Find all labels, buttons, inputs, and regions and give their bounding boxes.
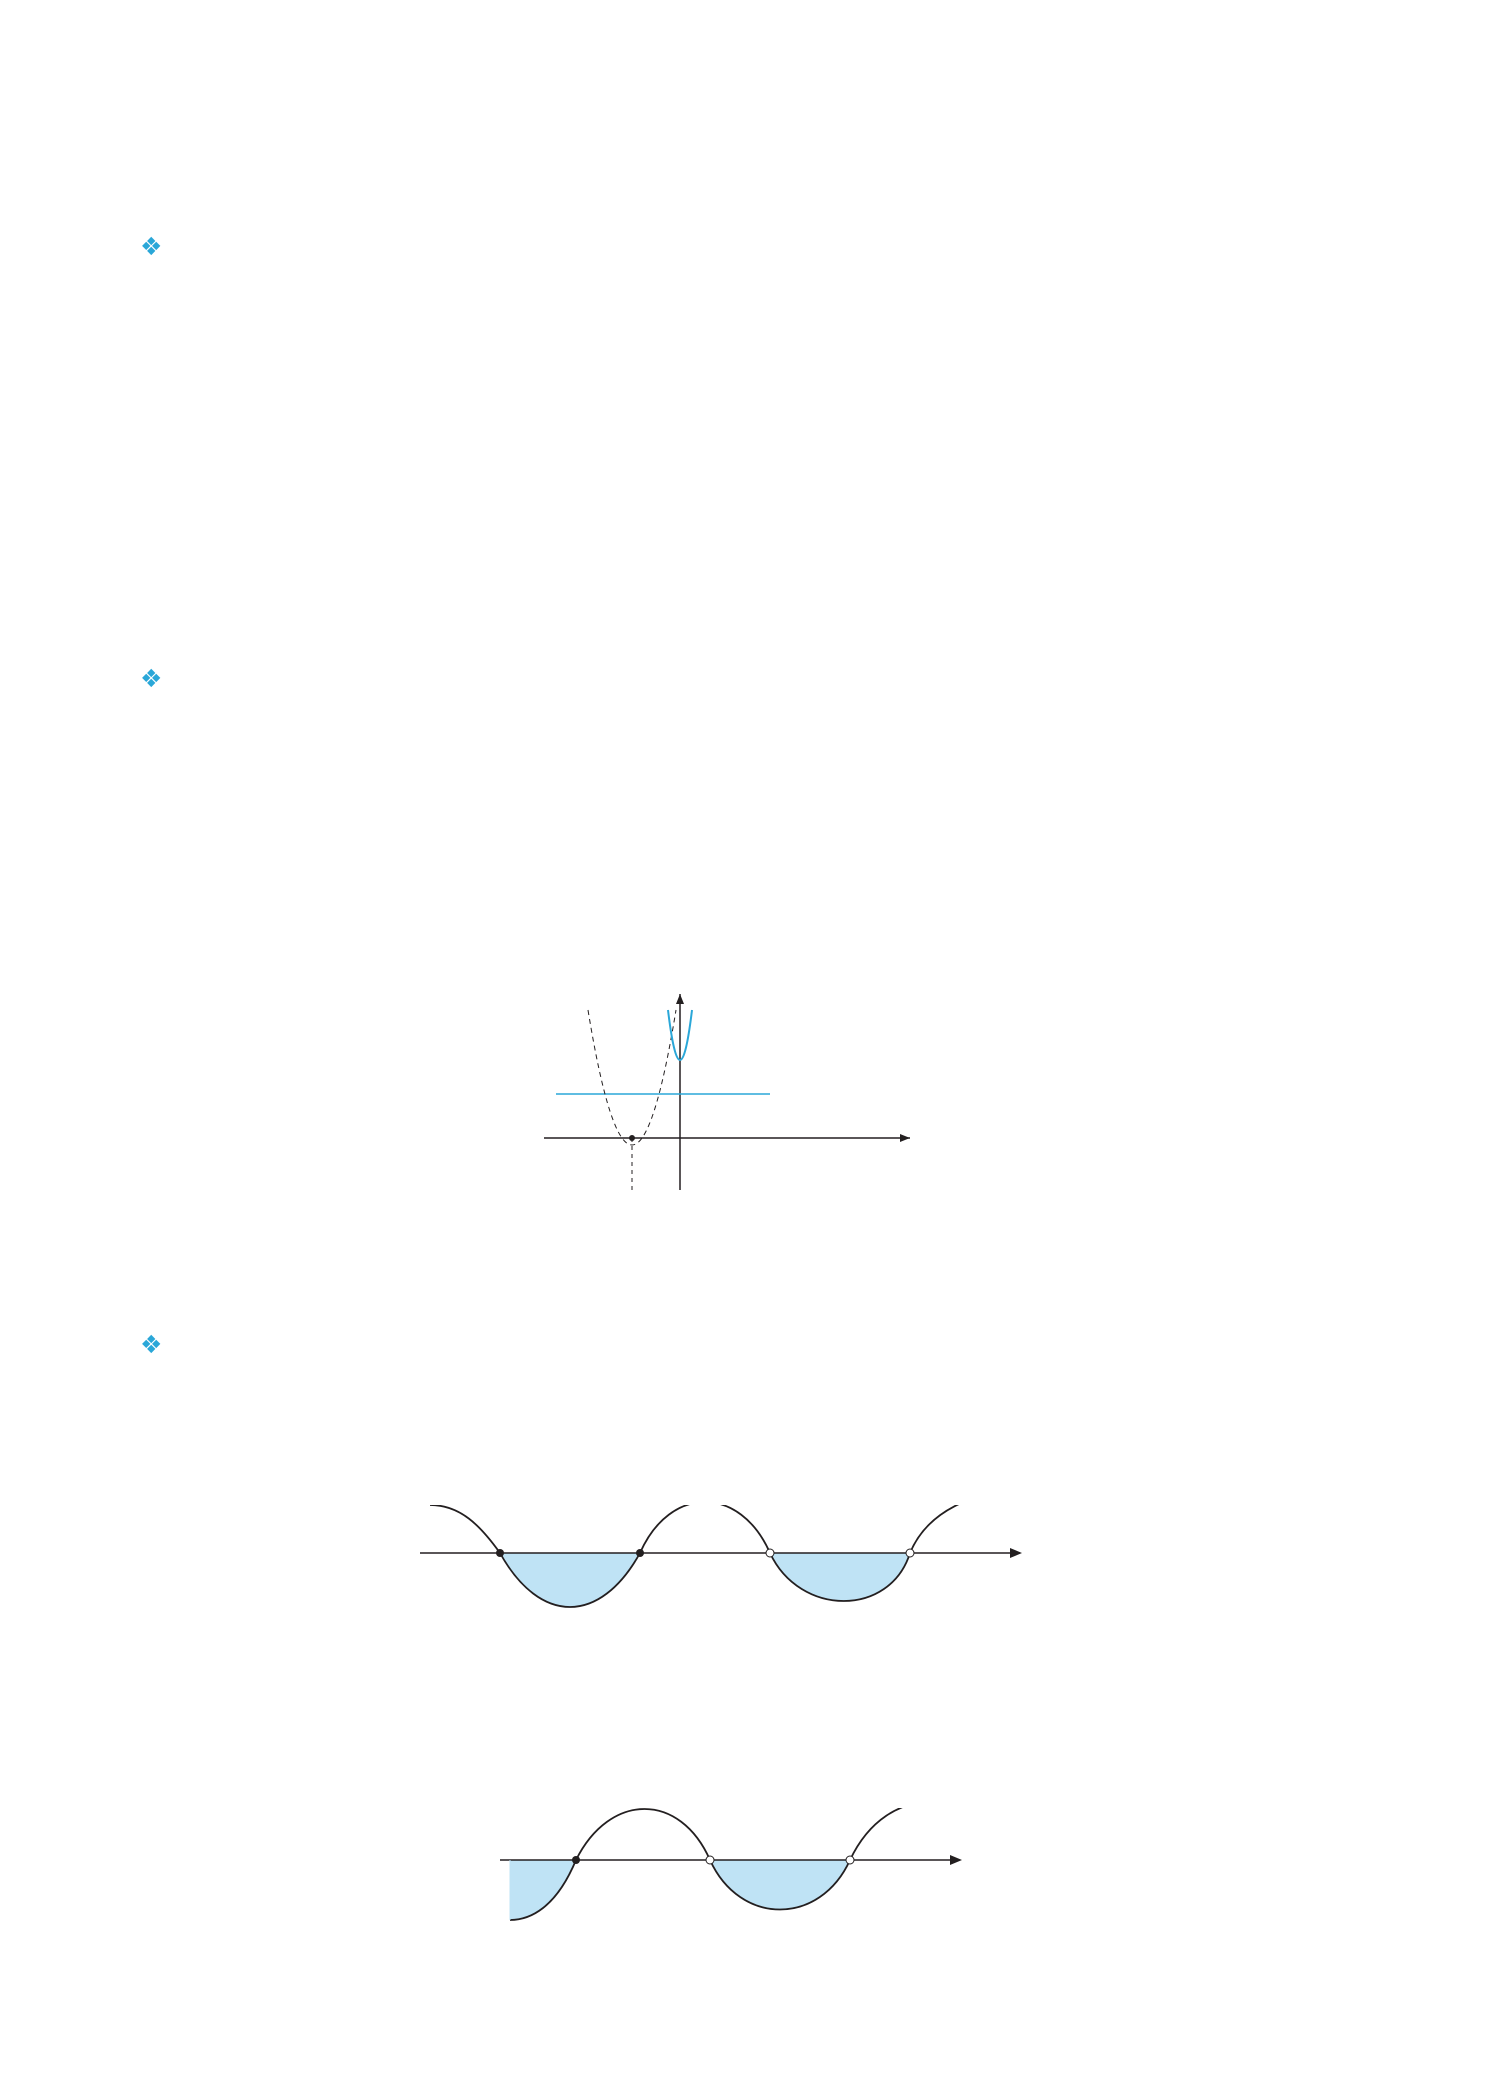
root-point-open <box>706 1856 714 1864</box>
figure-4-25 <box>420 1505 1030 1625</box>
number-line-arrow-icon <box>1010 1548 1022 1558</box>
diamond-bullet-icon: ❖ <box>140 1330 163 1359</box>
root-point <box>572 1856 580 1864</box>
root-point <box>496 1549 504 1557</box>
section-heading-3 <box>140 1330 176 1359</box>
y-axis-arrow-icon <box>676 994 684 1004</box>
diamond-bullet-icon: ❖ <box>140 664 163 693</box>
section-heading-2 <box>140 664 176 693</box>
dashed-parabola <box>588 1010 676 1145</box>
section-heading-1 <box>140 232 176 261</box>
root-point <box>636 1549 644 1557</box>
figure-4-26 <box>500 1808 970 1928</box>
point-neg-one <box>629 1135 635 1141</box>
shaded-region <box>500 1553 640 1607</box>
root-point-open <box>766 1549 774 1557</box>
shaded-region <box>770 1553 910 1601</box>
shaded-region <box>510 1860 576 1920</box>
number-line-arrow-icon <box>950 1855 962 1865</box>
root-point-open <box>846 1856 854 1864</box>
shaded-region <box>710 1860 850 1910</box>
root-point-open <box>906 1549 914 1557</box>
figure-4-24 <box>540 990 920 1210</box>
x-axis-arrow-icon <box>900 1134 910 1142</box>
diamond-bullet-icon: ❖ <box>140 232 163 261</box>
